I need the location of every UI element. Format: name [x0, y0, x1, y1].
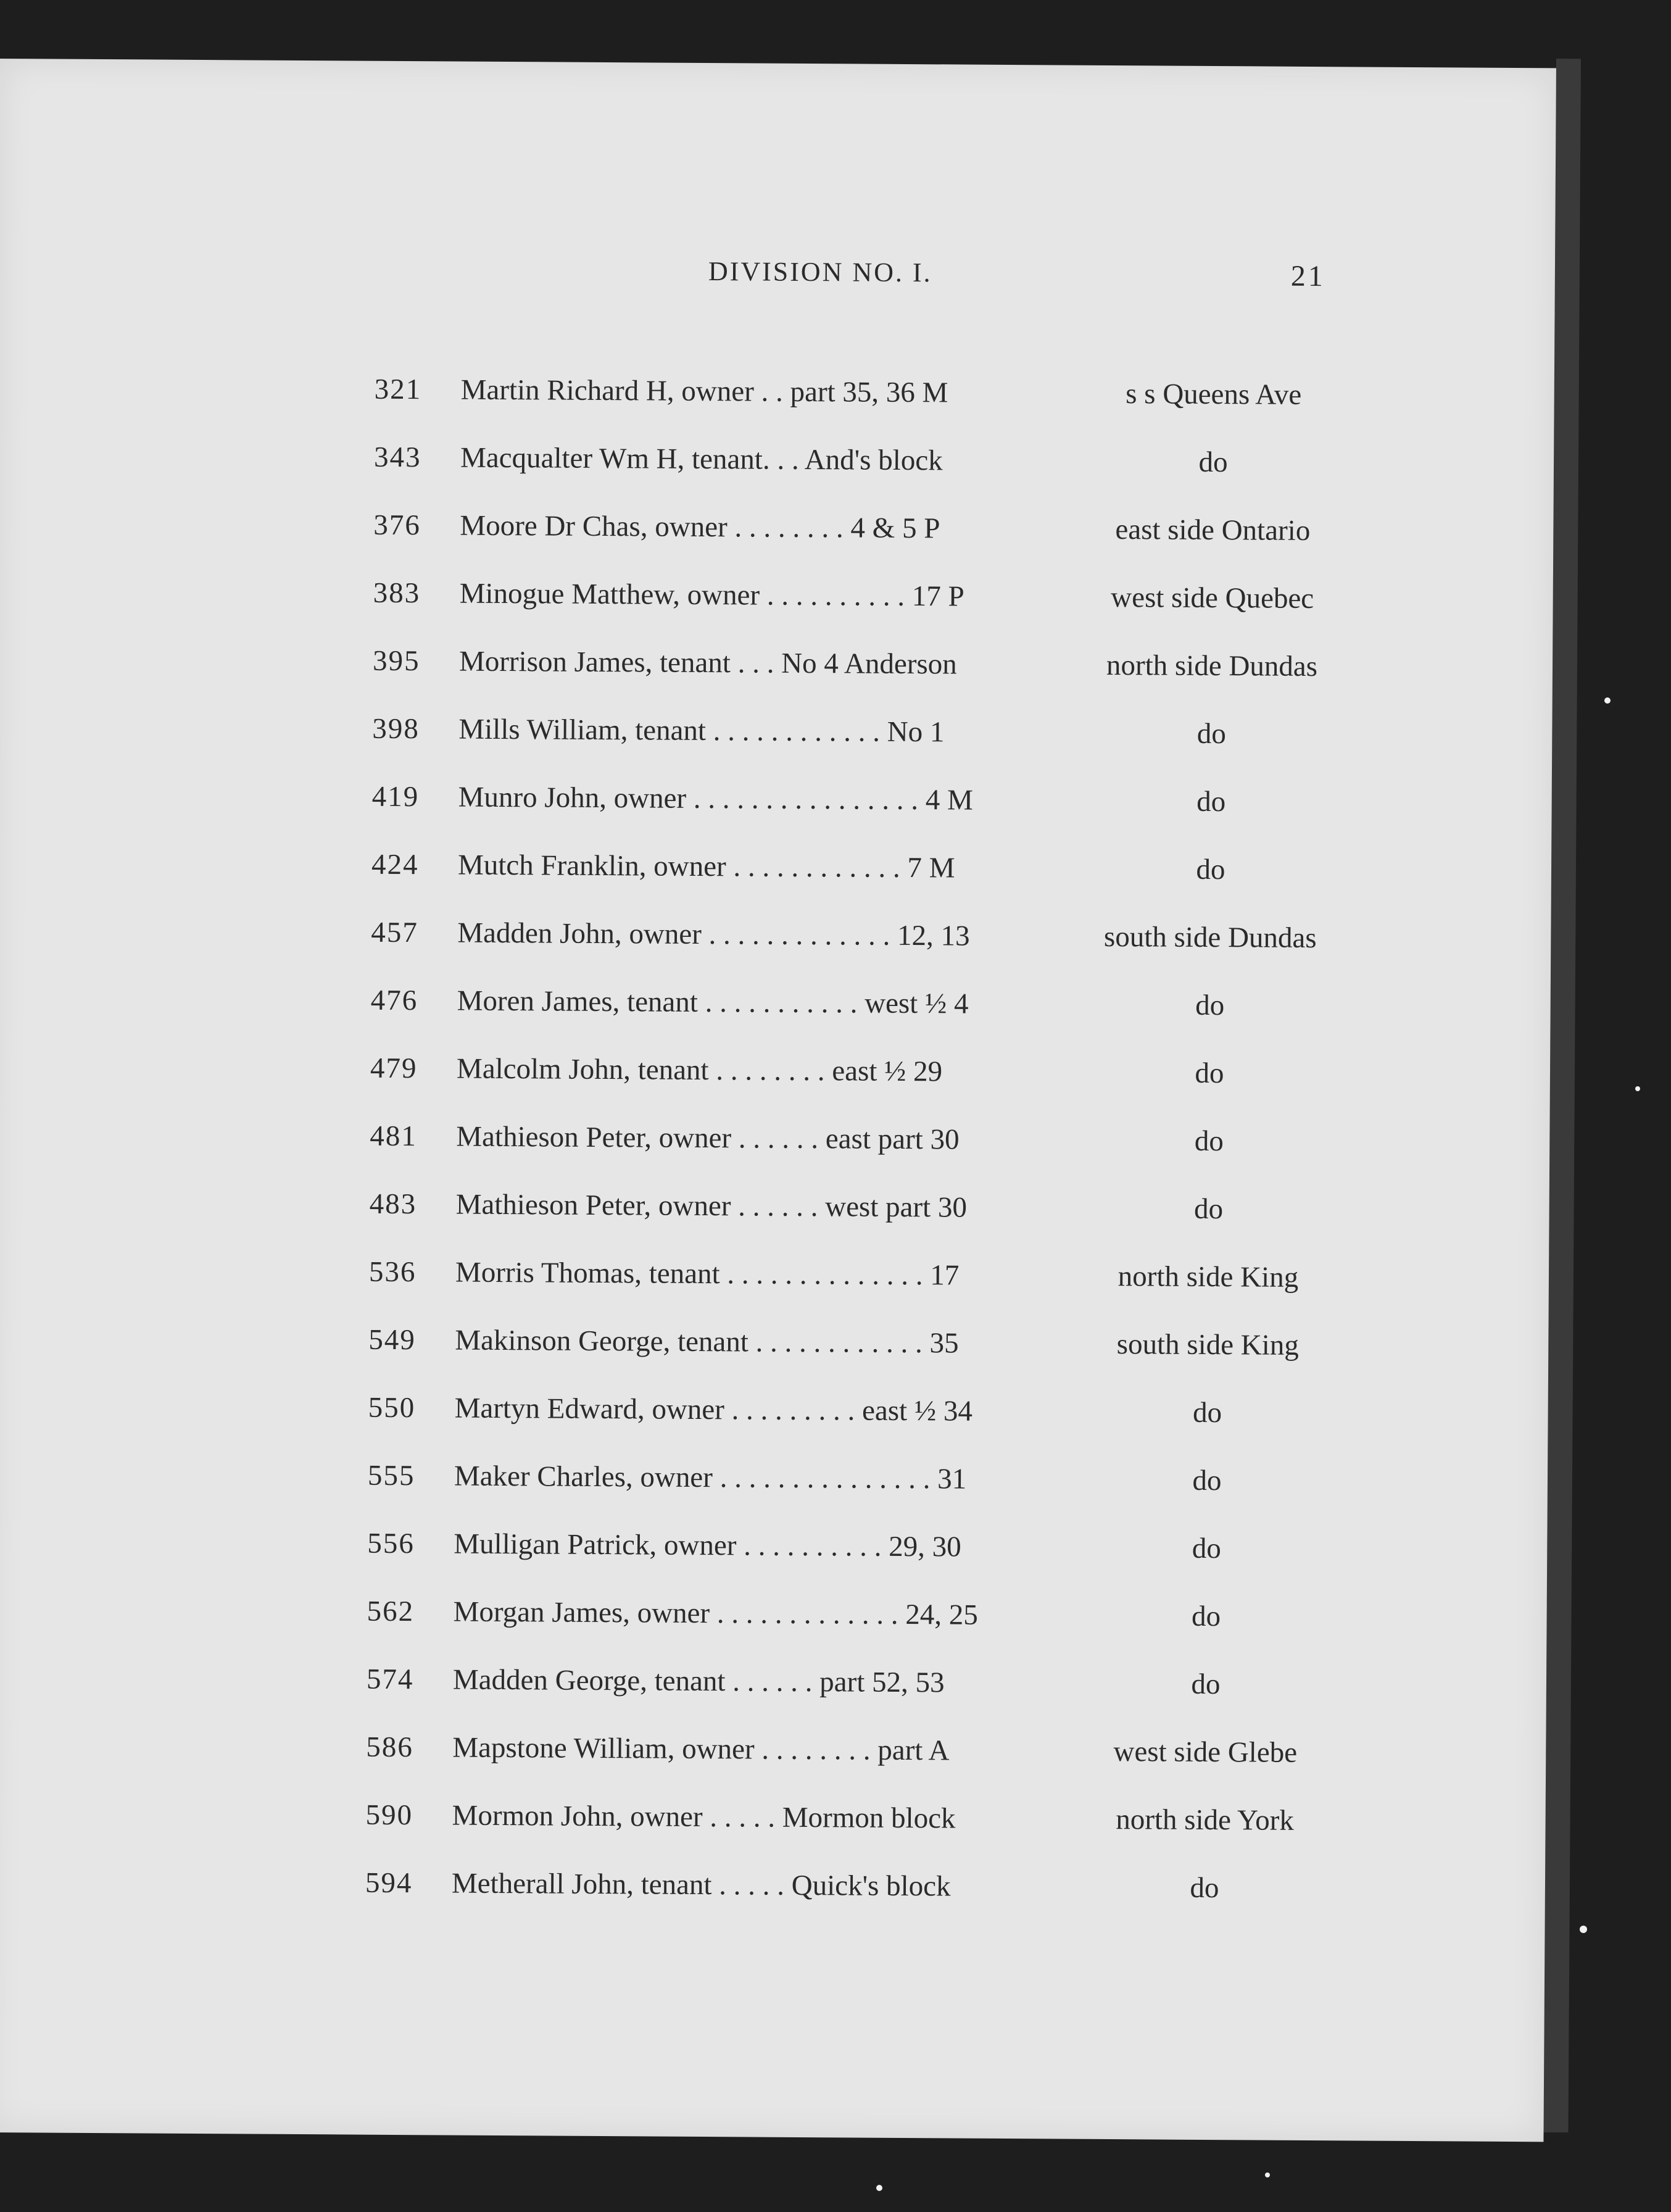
entry-text: Madden John, owner . . . . . . . . . . . . . 12, 13 [457, 917, 970, 952]
entry-text: Mathieson Peter, owner . . . . . . west part 30 [455, 1188, 968, 1224]
entry-location: do [1192, 1532, 1221, 1565]
entry-number: 481 [370, 1120, 418, 1153]
entry-location: s s Queens Ave [1126, 378, 1302, 411]
entry-text: Munro John, owner . . . . . . . . . . . . . . . . 4 M [458, 781, 974, 817]
entry-location: do [1196, 717, 1227, 750]
entry-location: north side Dundas [1106, 649, 1318, 683]
entry-text: Martyn Edward, owner . . . . . . . . . east ½ 34 [454, 1392, 973, 1428]
entry-number: 483 [369, 1187, 417, 1221]
entry-text: Mutch Franklin, owner . . . . . . . . . . . . 7 M [457, 849, 955, 884]
entry-number: 586 [366, 1731, 413, 1764]
entry-number: 574 [366, 1663, 414, 1696]
entry-location: do [1190, 1871, 1219, 1905]
entry-text: Mulligan Patrick, owner . . . . . . . . . . 29, 30 [454, 1528, 961, 1563]
entry-text: Mapstone William, owner . . . . . . . . part A [452, 1731, 950, 1767]
entry-text: Macqualter Wm H, tenant. . . And's block [460, 441, 943, 477]
entry-number: 536 [368, 1255, 417, 1289]
list-item [365, 1866, 1328, 1940]
entry-location: do [1193, 1192, 1224, 1226]
entry-location: do [1194, 1125, 1224, 1158]
entry-location: north side King [1117, 1260, 1299, 1294]
list-item [371, 780, 1335, 854]
dust-speck [1265, 2172, 1270, 2177]
list-item [365, 1798, 1329, 1873]
page-number: 21 [1290, 259, 1326, 293]
list-item [374, 441, 1337, 515]
entry-text: Morrison James, tenant . . . No 4 Anderson [458, 645, 957, 681]
entry-number: 550 [368, 1391, 416, 1424]
entry-location: do [1196, 853, 1225, 886]
entry-number: 556 [367, 1527, 415, 1560]
entry-location: east side Ontario [1115, 514, 1311, 547]
entry-location: west side Glebe [1113, 1736, 1298, 1769]
entry-number: 479 [370, 1052, 418, 1085]
list-item [372, 712, 1335, 786]
document-page [0, 59, 1556, 2142]
entry-location: do [1192, 1396, 1222, 1429]
entry-number: 549 [368, 1323, 416, 1357]
entry-number: 343 [373, 441, 421, 474]
entry-location: south side King [1116, 1328, 1299, 1362]
entry-number: 398 [372, 712, 420, 746]
list-item [366, 1731, 1329, 1805]
entry-number: 376 [373, 509, 421, 542]
list-item [367, 1527, 1330, 1601]
entry-location: do [1191, 1668, 1221, 1701]
list-item [373, 644, 1336, 718]
entry-location: do [1191, 1600, 1221, 1633]
entry-text: Minogue Matthew, owner . . . . . . . . . . 17 P [459, 577, 964, 613]
entry-location: do [1198, 446, 1228, 479]
entry-text: Moren James, tenant . . . . . . . . . . . west ½ 4 [457, 984, 969, 1020]
entry-location: do [1196, 785, 1226, 818]
entry-number: 476 [370, 984, 418, 1017]
list-item [368, 1391, 1331, 1465]
list-item [369, 1187, 1332, 1262]
entry-text: Moore Dr Chas, owner . . . . . . . . 4 & 5 P [460, 509, 940, 545]
entry-text: Morgan James, owner . . . . . . . . . . . . . 24, 25 [453, 1595, 979, 1631]
entry-number: 555 [367, 1459, 415, 1492]
dust-speck [1580, 1926, 1587, 1933]
entry-text: Madden George, tenant . . . . . . part 52, 53 [452, 1663, 945, 1699]
list-item [370, 984, 1333, 1058]
list-item [367, 1459, 1330, 1533]
entry-text: Mormon John, owner . . . . . Mormon block [452, 1799, 956, 1835]
entry-location: do [1195, 989, 1225, 1022]
entry-text: Mathieson Peter, owner . . . . . . east part 30 [456, 1120, 960, 1156]
entry-text: Martin Richard H, owner . . part 35, 36 M [460, 373, 948, 409]
entry-text: Maker Charles, owner . . . . . . . . . . . . . . . 31 [454, 1460, 967, 1495]
list-item [373, 576, 1336, 651]
entry-number: 562 [367, 1595, 415, 1628]
list-item [371, 916, 1334, 990]
entry-location: north side York [1116, 1803, 1295, 1837]
list-item [368, 1255, 1332, 1329]
entry-number: 383 [373, 576, 421, 610]
dust-speck [876, 2185, 882, 2191]
dust-speck [1604, 697, 1611, 704]
entry-number: 424 [371, 848, 419, 881]
entry-text: Malcolm John, tenant . . . . . . . . east ½ 29 [456, 1052, 943, 1088]
entry-number: 419 [371, 780, 420, 813]
entry-number: 457 [371, 916, 419, 949]
entry-number: 395 [372, 644, 420, 678]
list-item [373, 509, 1337, 583]
entry-text: Morris Thomas, tenant . . . . . . . . . . . . . . 17 [455, 1256, 960, 1292]
entry-location: west side Quebec [1111, 581, 1314, 615]
entry-text: Mills William, tenant . . . . . . . . . . . . No 1 [458, 713, 945, 749]
entry-number: 590 [365, 1798, 413, 1832]
list-item [370, 1052, 1333, 1126]
entry-location: do [1195, 1057, 1224, 1090]
list-item [367, 1595, 1330, 1669]
list-item [368, 1323, 1332, 1397]
list-item [366, 1663, 1329, 1737]
list-item [370, 1120, 1333, 1194]
entry-number: 321 [374, 373, 422, 406]
entry-number: 594 [365, 1866, 413, 1900]
entry-location: south side Dundas [1103, 920, 1317, 955]
directory-list [365, 373, 1337, 1940]
entry-text: Makinson George, tenant . . . . . . . . . . . . 35 [455, 1324, 959, 1360]
page-title: DIVISION NO. I. [708, 256, 932, 288]
page-header [708, 256, 1325, 302]
list-item [374, 373, 1337, 447]
list-item [371, 848, 1335, 922]
dust-speck [1635, 1086, 1640, 1091]
entry-text: Metherall John, tenant . . . . . Quick's block [451, 1867, 951, 1903]
entry-location: do [1192, 1464, 1222, 1497]
